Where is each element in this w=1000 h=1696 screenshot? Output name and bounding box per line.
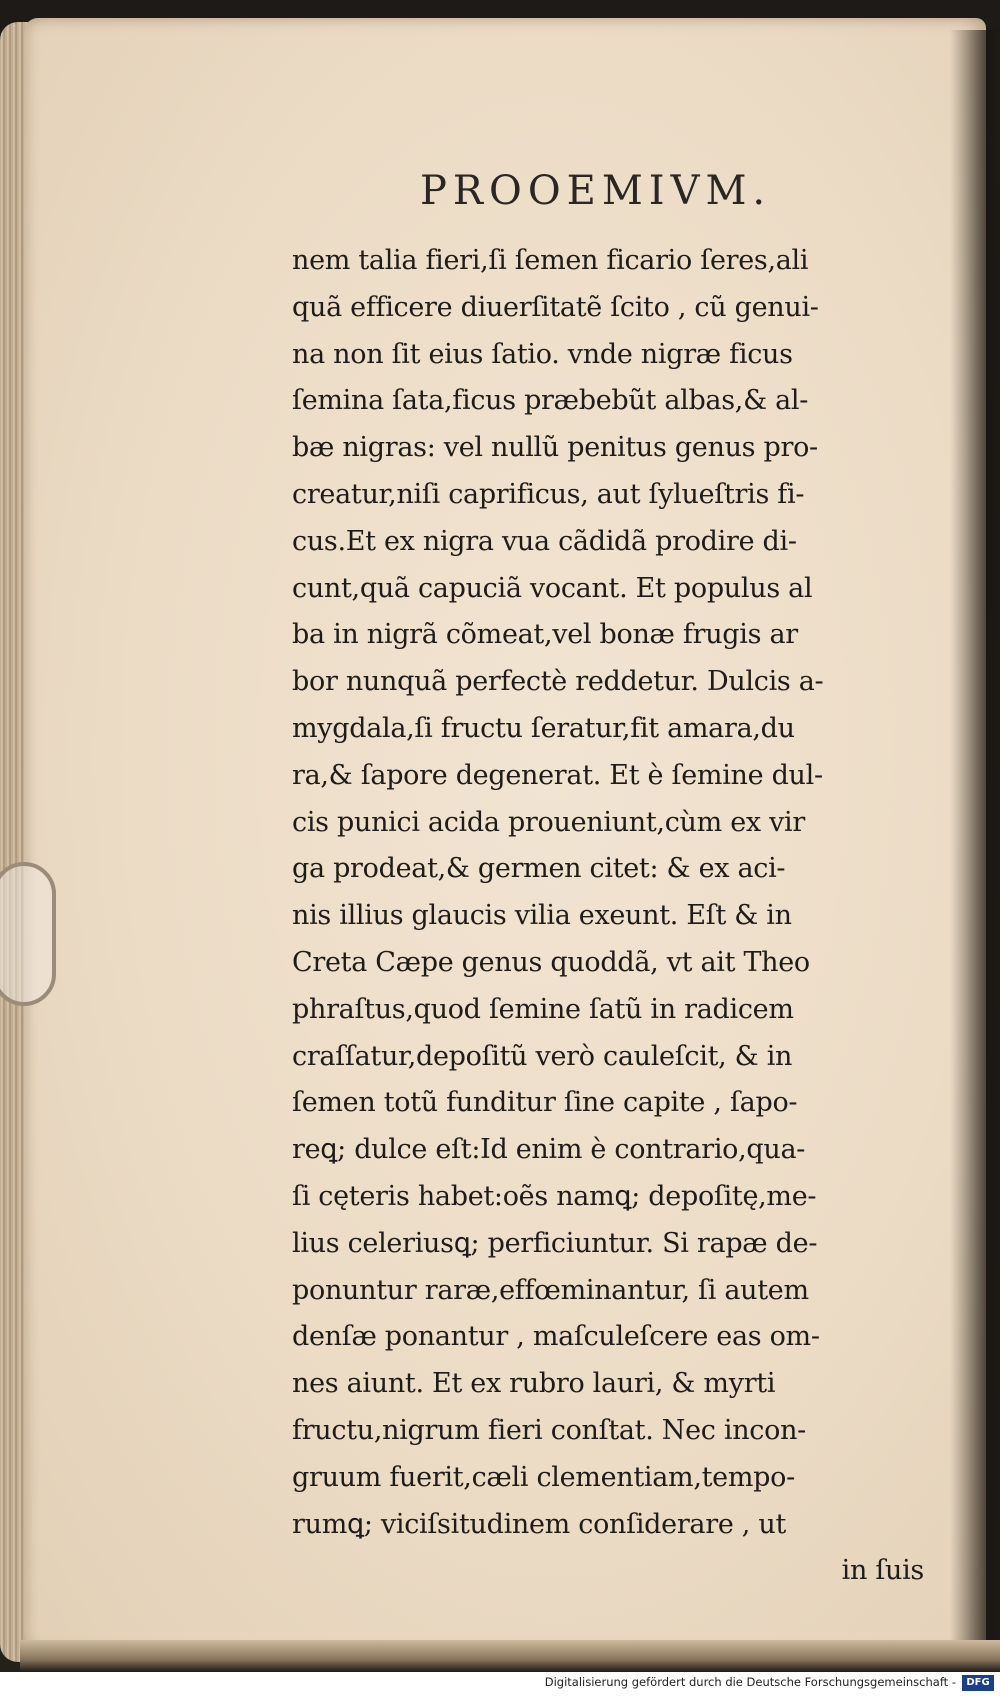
text-line: ba in nigrã cõmeat,vel bonæ frugis ar <box>292 619 798 651</box>
catchword: in ſuis <box>841 1555 924 1587</box>
text-line: reꝗ; dulce eſt:Id enim è contrario,qua- <box>292 1134 806 1166</box>
book-bottom-edge <box>20 1640 1000 1672</box>
text-line: craſſatur,depoſitũ verò cauleſcit, & in <box>292 1040 793 1072</box>
text-line: lius celeriusꝗ; perficiuntur. Si rapæ de- <box>292 1227 818 1259</box>
text-line: fructu,nigrum fieri conſtat. Nec incon- <box>292 1414 806 1446</box>
text-line: ponuntur raræ,effœminantur, ſi autem <box>292 1274 809 1306</box>
digitization-credit: Digitalisierung gefördert durch die Deutsche Forschungsgemeinschaft - <box>544 1675 956 1689</box>
text-line: na non ſit eius ſatio. vnde nigræ ficus <box>292 338 793 370</box>
text-line: mygdala,ſi fructu ſeratur,fit amara,du <box>292 712 795 744</box>
text-line: ſemen totũ funditur ſine capite , ſapo- <box>292 1087 798 1119</box>
text-line: quã efficere diuerſitatẽ ſcito , cũ genui- <box>292 291 819 323</box>
page-gutter-shadow <box>950 30 1000 1660</box>
thumb-index-tab <box>0 862 56 1006</box>
text-line: nis illius glaucis vilia exeunt. Eſt & in <box>292 900 792 932</box>
text-line: Creta Cæpe genus quoddã, vt ait Theo <box>292 946 810 978</box>
text-line: cunt,quã capuciã vocant. Et populus al <box>292 572 813 604</box>
text-line: denſæ ponantur , maſculeſcere eas om- <box>292 1321 820 1353</box>
text-line: cis punici acida proueniunt,cùm ex vir <box>292 806 805 838</box>
text-line: nes aiunt. Et ex rubro lauri, & myrti <box>292 1368 776 1400</box>
dfg-logo: DFG <box>962 1675 994 1691</box>
text-line: rumꝗ; viciſsitudinem conſiderare , ut <box>292 1508 786 1540</box>
text-line: bor nunquã perfectè reddetur. Dulcis a- <box>292 666 824 698</box>
text-line: ſi cęteris habet:oẽs namꝗ; depoſitę,me- <box>292 1180 817 1212</box>
text-line: ga prodeat,& germen citet: & ex aci- <box>292 853 786 885</box>
text-line: bæ nigras: vel nullũ penitus genus pro- <box>292 432 818 464</box>
text-line: gruum fuerit,cæli clementiam,tempo- <box>292 1461 795 1493</box>
text-line: cus.Et ex nigra vua cãdidã prodire di- <box>292 525 797 557</box>
text-line: creatur,niſi caprificus, aut ſylueſtris fi- <box>292 478 805 510</box>
body-text <box>292 238 932 1595</box>
text-line: phraſtus,quod ſemine ſatũ in radicem <box>292 993 794 1025</box>
text-line: ſemina ſata,ficus præbebũt albas,& al- <box>292 385 809 417</box>
running-header: PROOEMIVM. <box>420 168 772 214</box>
text-line: nem talia fieri,ſi ſemen ficario ſeres,ali <box>292 245 809 276</box>
text-line: ra,& ſapore degenerat. Et è ſemine dul- <box>292 759 823 791</box>
